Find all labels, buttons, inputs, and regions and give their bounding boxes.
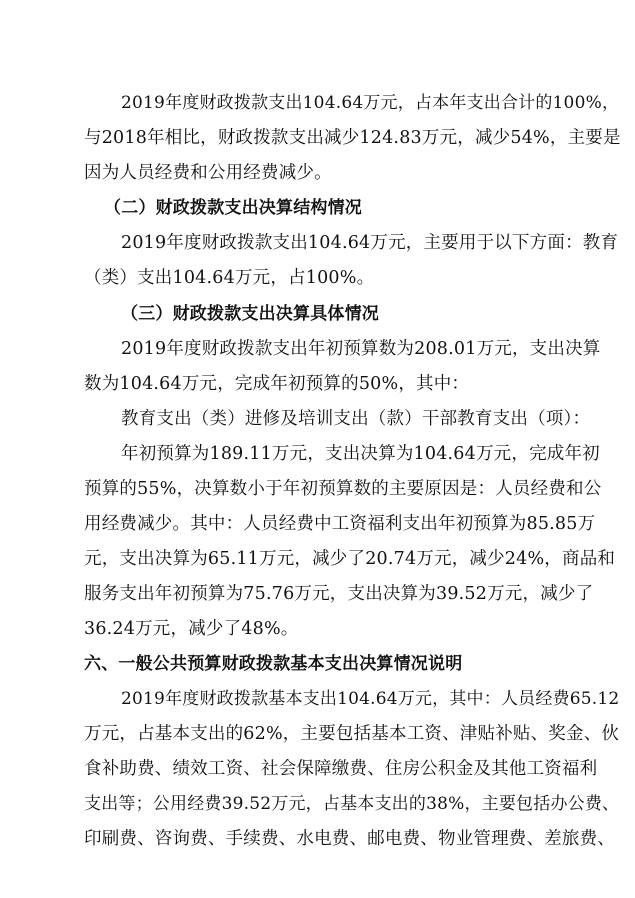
paragraph-line: 因为人员经费和公用经费减少。 — [84, 163, 332, 183]
paragraph-line: 与2018年相比，财政拨款支出减少124.83万元，减少54%，主要是 — [84, 128, 621, 148]
paragraph-line: 支出等；公用经费39.52万元，占基本支出的38%，主要包括办公费、 — [84, 794, 620, 814]
paragraph-line: 万元，占基本支出的62%，主要包括基本工资、津贴补贴、奖金、伙 — [84, 724, 620, 744]
paragraph-line: 2019年度财政拨款支出104.64万元，占本年支出合计的100%， — [121, 93, 620, 113]
paragraph-line: 元，支出决算为65.11万元，减少了20.74万元，减少24%，商品和 — [84, 549, 616, 569]
paragraph-line: 数为104.64万元，完成年初预算的50%，其中： — [84, 374, 470, 394]
paragraph-line: 2019年度财政拨款支出年初预算数为208.01万元，支出决算 — [121, 339, 601, 359]
paragraph-line: 印刷费、咨询费、手续费、水电费、邮电费、物业管理费、差旅费、 — [84, 829, 615, 849]
paragraph-line: 服务支出年初预算为75.76万元，支出决算为39.52万元，减少了 — [84, 584, 594, 604]
paragraph-line: 年初预算为189.11万元，支出决算为104.64万元，完成年初 — [121, 444, 600, 464]
paragraph-line: 食补助费、绩效工资、社会保障缴费、住房公积金及其他工资福利 — [84, 759, 598, 779]
paragraph-line: 教育支出（类）进修及培训支出（款）干部教育支出（项）： — [121, 409, 591, 429]
paragraph-line: 用经费减少。其中：人员经费中工资福利支出年初预算为85.85万 — [84, 514, 596, 534]
paragraph-line: （类）支出104.64万元，占100%。 — [84, 268, 375, 288]
section-heading: （二）财政拨款支出决算结构情况 — [104, 198, 362, 218]
paragraph-line: 2019年度财政拨款基本支出104.64万元，其中：人员经费65.12 — [121, 689, 620, 709]
paragraph-line: 2019年度财政拨款支出104.64万元，主要用于以下方面：教育 — [121, 233, 619, 253]
paragraph-line: 36.24万元，减少了48%。 — [84, 619, 299, 639]
paragraph-line: 预算的55%，决算数小于年初预算数的主要原因是：人员经费和公 — [84, 479, 602, 499]
section-heading: （三）财政拨款支出决算具体情况 — [121, 304, 379, 324]
section-heading: 六、一般公共预算财政拨款基本支出决算情况说明 — [84, 654, 463, 674]
